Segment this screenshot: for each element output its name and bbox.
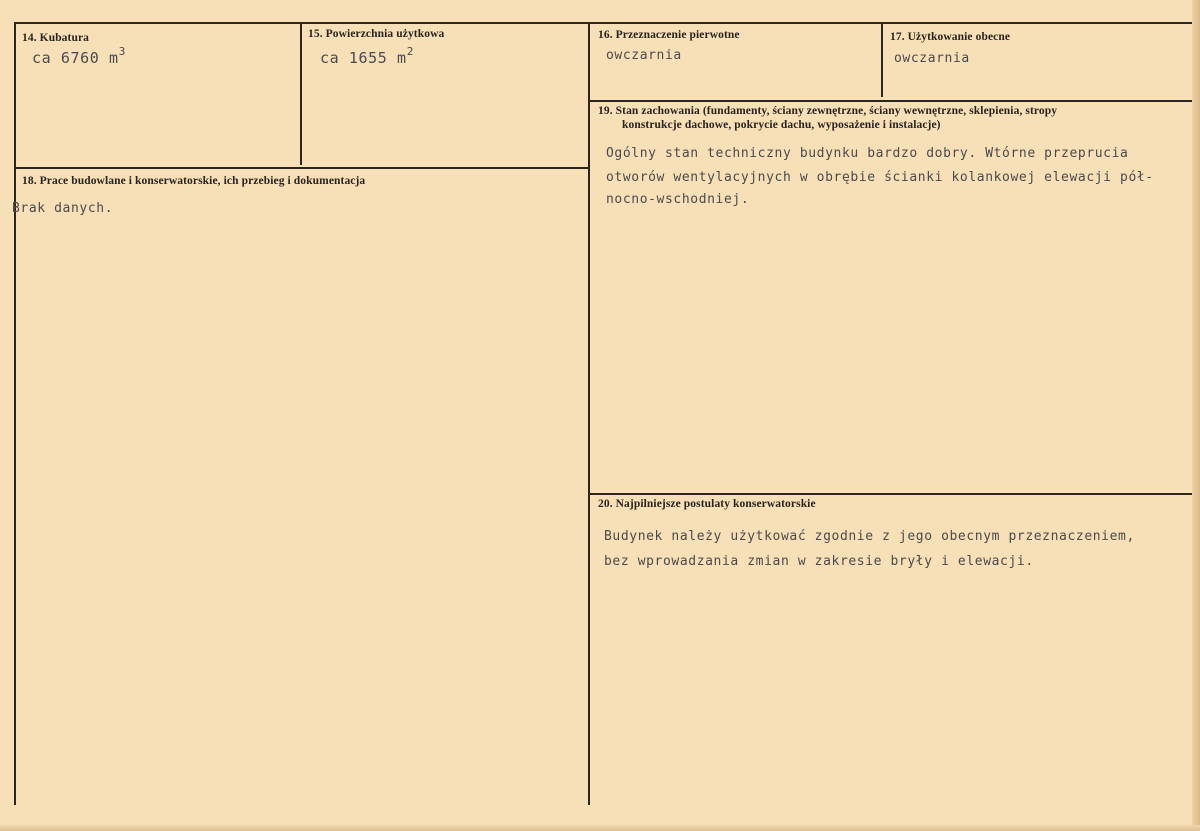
postulaty-label: 20. Najpilniejsze postulaty konserwatorskie [598,498,816,510]
kubatura-exponent: 3 [118,45,126,58]
kubatura-label: 14. Kubatura [22,32,90,44]
divider-14-15 [300,22,302,165]
kubatura-text: ca 6760 m [32,49,119,67]
stan-zachowania-line-1: Ogólny stan techniczny budynku bardzo dobry. Wtórne przeprucia [606,146,1129,161]
przeznaczenie-label: 16. Przeznaczenie pierwotne [598,29,740,41]
uzytkowanie-value: owczarnia [894,51,970,66]
card-bottom-edge [0,825,1200,831]
top-rule [14,22,1198,24]
stan-zachowania-label-1: 19. Stan zachowania (fundamenty, ściany zewnętrzne, ściany wewnętrzne, sklepienia, stropy [598,105,1058,117]
divider-16-17 [881,22,883,97]
center-divider [588,22,590,805]
card-right-edge [1192,0,1200,831]
powierzchnia-value [320,47,414,67]
uzytkowanie-label: 17. Użytkowanie obecne [890,31,1011,43]
powierzchnia-label: 15. Powierzchnia użytkowa [308,28,445,40]
powierzchnia-exponent: 2 [406,45,414,58]
stan-zachowania-line-3: nocno-wschodniej. [606,192,750,207]
prace-label: 18. Prace budowlane i konserwatorskie, ich przebieg i dokumentacja [22,175,366,187]
stan-zachowania-line-2: otworów wentylacyjnych w obrębie ścianki kolankowej elewacji pół- [606,170,1154,185]
prace-value: Brak danych. [12,201,114,216]
postulaty-line-1: Budynek należy użytkować zgodnie z jego obecnym przeznaczeniem, [604,529,1135,544]
rule-under-14-15 [14,167,589,169]
rule-under-16-17 [588,100,1198,102]
stan-zachowania-label-2: konstrukcje dachowe, pokrycie dachu, wyposażenie i instalacje) [622,119,941,131]
przeznaczenie-value: owczarnia [606,48,682,63]
powierzchnia-text: ca 1655 m [320,49,407,67]
rule-above-20 [588,493,1198,495]
postulaty-line-2: bez wprowadzania zmian w zakresie bryły i elewacji. [604,554,1034,569]
left-border [14,22,16,805]
kubatura-value [32,47,126,67]
